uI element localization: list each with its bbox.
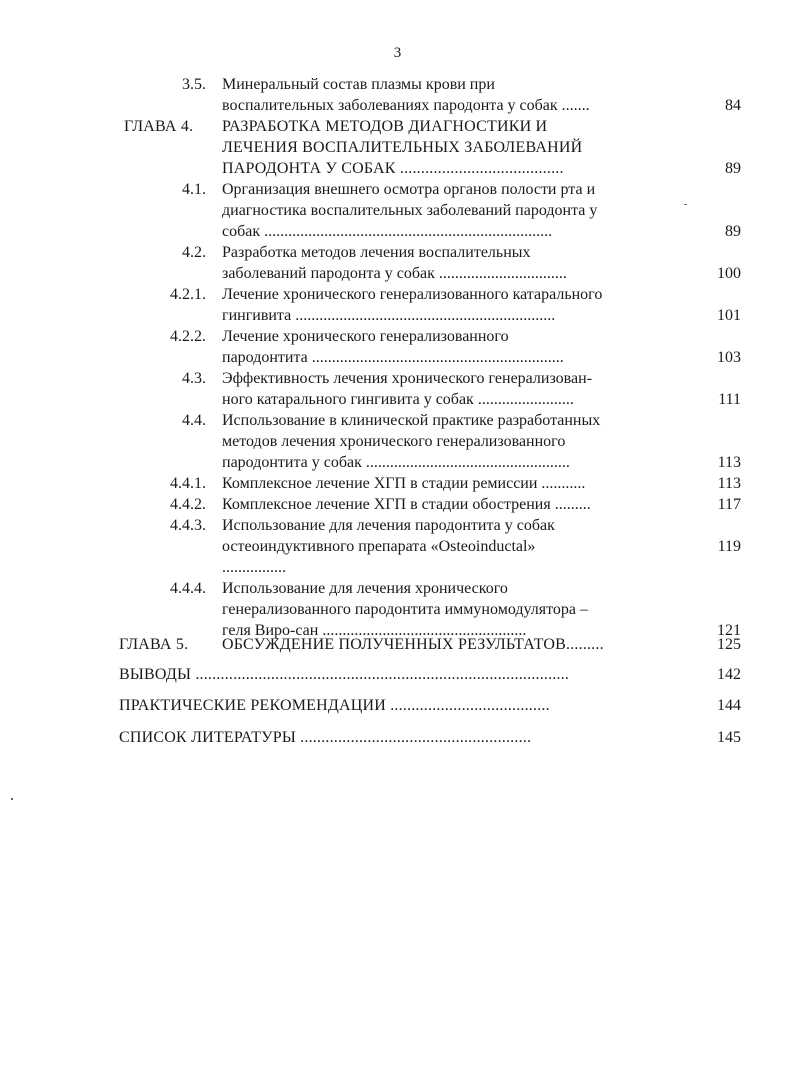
toc-title-line: генерализованного пародонтита иммуномодулятора – — [222, 601, 589, 618]
toc-title-line: Разработка методов лечения воспалительных — [222, 244, 531, 261]
toc-page: 101 — [717, 307, 741, 324]
toc-title-line: ................ — [222, 559, 286, 576]
toc-page: 145 — [717, 729, 741, 746]
toc-page: 121 — [717, 622, 741, 639]
toc-page: 89 — [725, 223, 741, 240]
toc-page: 84 — [725, 97, 741, 114]
toc-number: ГЛАВА 5. — [119, 636, 189, 653]
toc-title-line: ПРАКТИЧЕСКИЕ РЕКОМЕНДАЦИИ ...................................... — [119, 697, 550, 714]
toc-number: 4.4.4. — [170, 580, 206, 597]
toc-number: 4.4.2. — [170, 496, 206, 513]
toc-page: 125 — [717, 636, 741, 653]
toc-title-line: РАЗРАБОТКА МЕТОДОВ ДИАГНОСТИКИ И — [222, 118, 548, 135]
toc-title-line: ВЫВОДЫ ......................................................................................... — [119, 666, 570, 683]
toc-page: 117 — [717, 496, 741, 513]
toc-page: 113 — [717, 454, 741, 471]
toc-page: 142 — [717, 666, 741, 683]
toc-page: 119 — [717, 538, 741, 555]
toc-number: 3.5. — [182, 76, 206, 93]
toc-number: 4.2.1. — [170, 286, 206, 303]
toc-number: 4.4.1. — [170, 475, 206, 492]
toc-page: 103 — [717, 349, 741, 366]
toc-title-line: Комплексное лечение ХГП в стадии ремиссии ........... — [222, 475, 586, 492]
toc-title-line: Использование для лечения хронического — [222, 580, 508, 597]
scan-speck — [684, 204, 687, 205]
toc-title-line: собак ........................................................................ — [222, 223, 553, 240]
toc-number: 4.2. — [182, 244, 206, 261]
toc-title-line: Лечение хронического генерализованного — [222, 328, 509, 345]
toc-title-line: ОБСУЖДЕНИЕ ПОЛУЧЕННЫХ РЕЗУЛЬТАТОВ......... — [222, 636, 604, 653]
scan-speck — [11, 798, 13, 800]
toc-page: 113 — [717, 475, 741, 492]
toc-page: 144 — [717, 697, 741, 714]
toc-title-line: ного катарального гингивита у собак ........................ — [222, 391, 574, 408]
toc-title-line: Использование в клинической практике разработанных — [222, 412, 601, 429]
page-number: 3 — [393, 45, 402, 61]
toc-title-line: гингивита ................................................................. — [222, 307, 556, 324]
toc-title-line: Комплексное лечение ХГП в стадии обострения ......... — [222, 496, 591, 513]
toc-title-line: воспалительных заболеваниях пародонта у собак ....... — [222, 97, 590, 114]
toc-title-line: Организация внешнего осмотра органов полости рта и — [222, 181, 596, 198]
toc-number: 4.2.2. — [170, 328, 206, 345]
toc-page: 111 — [718, 391, 741, 408]
toc-title-line: Использование для лечения пародонтита у собак — [222, 517, 555, 534]
toc-title-line: пародонтита у собак ................................................... — [222, 454, 570, 471]
toc-title-line: остеоиндуктивного препарата «Osteoinductal» — [222, 538, 536, 555]
toc-page: 100 — [717, 265, 741, 282]
toc-title-line: ЛЕЧЕНИЯ ВОСПАЛИТЕЛЬНЫХ ЗАБОЛЕВАНИЙ — [222, 139, 583, 156]
toc-title-line: заболеваний пародонта у собак ................................ — [222, 265, 567, 282]
toc-title-line: геля Виро-сан ................................................... — [222, 622, 527, 639]
toc-title-line: Эффективность лечения хронического генерализован- — [222, 370, 593, 387]
toc-number: 4.4.3. — [170, 517, 206, 534]
toc-title-line: ПАРОДОНТА У СОБАК ....................................... — [222, 160, 564, 177]
toc-number: 4.3. — [182, 370, 206, 387]
toc-title-line: методов лечения хронического генерализованного — [222, 433, 566, 450]
toc-number: 4.4. — [182, 412, 206, 429]
toc-title-line: Лечение хронического генерализованного катарального — [222, 286, 603, 303]
toc-title-line: пародонтита ............................................................... — [222, 349, 564, 366]
toc-number: ГЛАВА 4. — [124, 118, 194, 135]
toc-title-line: Минеральный состав плазмы крови при — [222, 76, 495, 93]
toc-title-line: СПИСОК ЛИТЕРАТУРЫ ....................................................... — [119, 729, 532, 746]
toc-number: 4.1. — [182, 181, 206, 198]
toc-page: 89 — [725, 160, 741, 177]
toc-title-line: диагностика воспалительных заболеваний пародонта у — [222, 202, 598, 219]
